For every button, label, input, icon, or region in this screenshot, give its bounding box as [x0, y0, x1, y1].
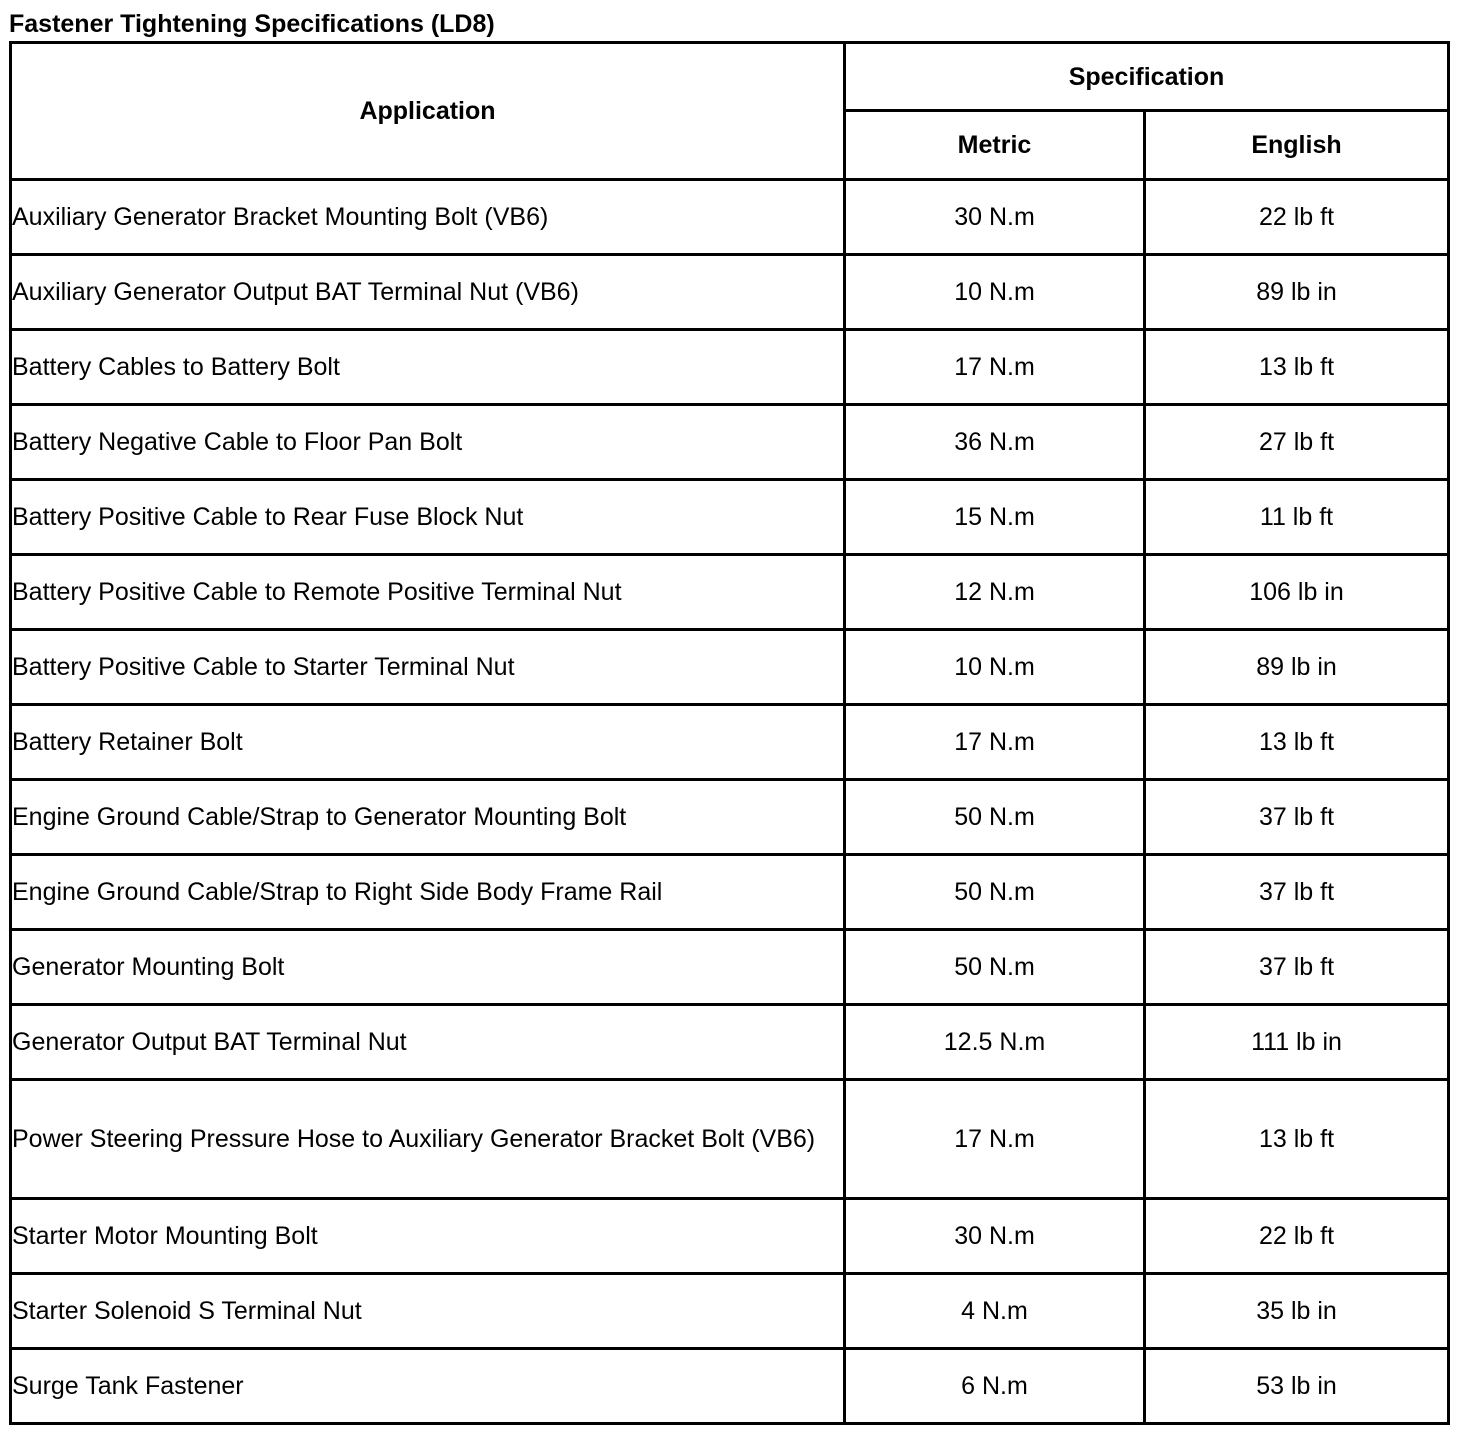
- cell-english: 89 lb in: [1145, 255, 1449, 330]
- cell-metric: 17 N.m: [845, 1080, 1145, 1199]
- table-row: [11, 705, 1449, 780]
- cell-application: Starter Solenoid S Terminal Nut: [11, 1274, 845, 1349]
- cell-english: 27 lb ft: [1145, 405, 1449, 480]
- cell-english: 37 lb ft: [1145, 930, 1449, 1005]
- cell-metric: 10 N.m: [845, 255, 1145, 330]
- cell-english: 13 lb ft: [1145, 1080, 1449, 1199]
- cell-metric: 50 N.m: [845, 855, 1145, 930]
- cell-metric: 12 N.m: [845, 555, 1145, 630]
- page-title: Fastener Tightening Specifications (LD8): [9, 10, 495, 38]
- table-row: [11, 1080, 1449, 1199]
- table-row: [11, 780, 1449, 855]
- cell-application: Engine Ground Cable/Strap to Generator Mounting Bolt: [11, 780, 845, 855]
- cell-metric: 10 N.m: [845, 630, 1145, 705]
- cell-english: 37 lb ft: [1145, 855, 1449, 930]
- cell-metric: 50 N.m: [845, 930, 1145, 1005]
- cell-english: 37 lb ft: [1145, 780, 1449, 855]
- fastener-spec-table: [9, 41, 1450, 1425]
- table-row: [11, 630, 1449, 705]
- cell-application: Engine Ground Cable/Strap to Right Side Body Frame Rail: [11, 855, 845, 930]
- column-header-metric: Metric: [845, 111, 1145, 180]
- table-row: [11, 480, 1449, 555]
- table-row: [11, 255, 1449, 330]
- table-row: [11, 1199, 1449, 1274]
- cell-metric: 50 N.m: [845, 780, 1145, 855]
- cell-application: Battery Retainer Bolt: [11, 705, 845, 780]
- column-header-english: English: [1145, 111, 1449, 180]
- cell-application: Auxiliary Generator Output BAT Terminal Nut (VB6): [11, 255, 845, 330]
- column-header-specification: Specification: [845, 43, 1449, 111]
- cell-english: 22 lb ft: [1145, 1199, 1449, 1274]
- cell-application: Power Steering Pressure Hose to Auxiliary Generator Bracket Bolt (VB6): [11, 1080, 845, 1199]
- table-row: [11, 180, 1449, 255]
- cell-english: 35 lb in: [1145, 1274, 1449, 1349]
- cell-english: 53 lb in: [1145, 1349, 1449, 1424]
- cell-english: 13 lb ft: [1145, 705, 1449, 780]
- cell-application: Starter Motor Mounting Bolt: [11, 1199, 845, 1274]
- table-row: [11, 1005, 1449, 1080]
- table-row: [11, 555, 1449, 630]
- cell-metric: 12.5 N.m: [845, 1005, 1145, 1080]
- table-row: [11, 930, 1449, 1005]
- cell-application: Battery Positive Cable to Starter Terminal Nut: [11, 630, 845, 705]
- cell-application: Battery Cables to Battery Bolt: [11, 330, 845, 405]
- cell-metric: 30 N.m: [845, 1199, 1145, 1274]
- cell-metric: 36 N.m: [845, 405, 1145, 480]
- cell-metric: 15 N.m: [845, 480, 1145, 555]
- cell-metric: 6 N.m: [845, 1349, 1145, 1424]
- cell-english: 22 lb ft: [1145, 180, 1449, 255]
- cell-english: 11 lb ft: [1145, 480, 1449, 555]
- cell-application: Auxiliary Generator Bracket Mounting Bolt (VB6): [11, 180, 845, 255]
- table-row: [11, 1274, 1449, 1349]
- table-row: [11, 405, 1449, 480]
- table-row: [11, 330, 1449, 405]
- column-header-application: Application: [11, 43, 845, 180]
- cell-application: Surge Tank Fastener: [11, 1349, 845, 1424]
- cell-metric: 17 N.m: [845, 330, 1145, 405]
- cell-english: 106 lb in: [1145, 555, 1449, 630]
- cell-metric: 4 N.m: [845, 1274, 1145, 1349]
- cell-metric: 17 N.m: [845, 705, 1145, 780]
- cell-application: Battery Negative Cable to Floor Pan Bolt: [11, 405, 845, 480]
- cell-english: 111 lb in: [1145, 1005, 1449, 1080]
- cell-metric: 30 N.m: [845, 180, 1145, 255]
- cell-application: Battery Positive Cable to Remote Positive Terminal Nut: [11, 555, 845, 630]
- cell-english: 89 lb in: [1145, 630, 1449, 705]
- cell-application: Battery Positive Cable to Rear Fuse Block Nut: [11, 480, 845, 555]
- cell-application: Generator Output BAT Terminal Nut: [11, 1005, 845, 1080]
- table-row: [11, 855, 1449, 930]
- cell-english: 13 lb ft: [1145, 330, 1449, 405]
- table-header-row: [11, 43, 1449, 111]
- cell-application: Generator Mounting Bolt: [11, 930, 845, 1005]
- table-row: [11, 1349, 1449, 1424]
